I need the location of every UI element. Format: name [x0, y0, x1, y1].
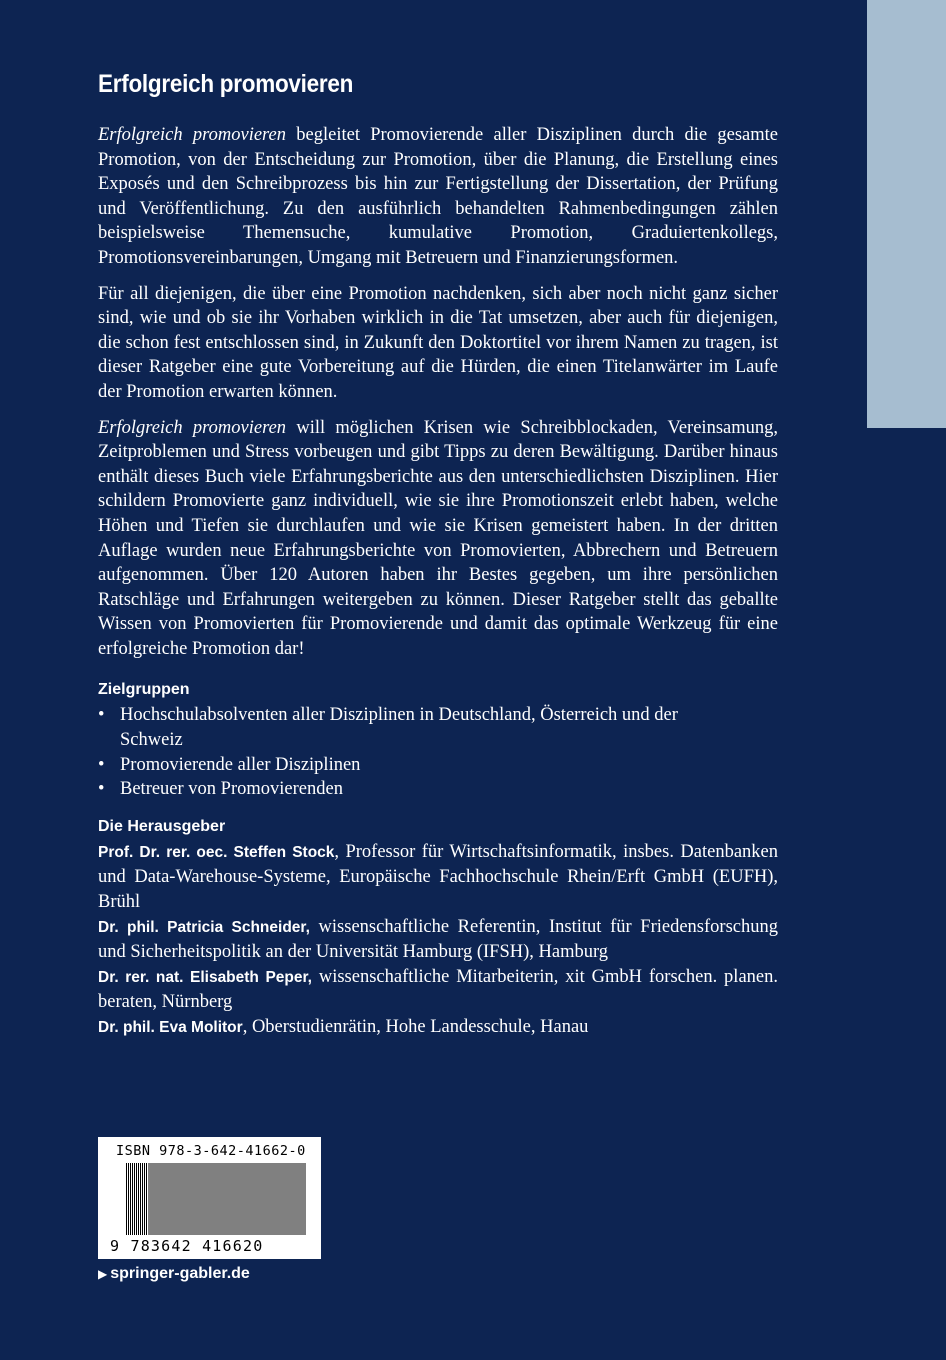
barcode-bar — [289, 1163, 290, 1235]
barcode-bar — [146, 1163, 147, 1235]
barcode-bar — [149, 1163, 150, 1235]
barcode-bar — [203, 1163, 204, 1235]
barcode-bar — [257, 1163, 258, 1235]
barcode-bar — [295, 1163, 296, 1235]
barcode-bar — [177, 1163, 178, 1235]
barcode-bar — [134, 1163, 135, 1235]
paragraph-1-text: begleitet Promovierende aller Disziplinen durch die gesamte Promotion, von der Entscheidung zur Promotion, über die Planung, die Erstellung eines Exposés und den Schreibprozess bis hin zur Fertigstellung der Dissertation, der Prüfung und Veröffentlichung. Zu den ausführlich behandelten Rahmenbedingungen zählen beispielsweise Themensuche, kumulative Promotion, Graduiertenkollegs, Promotionsvereinbarungen, Umgang mit Betreuern und Finanzierungsformen. — [98, 125, 779, 268]
barcode-bar — [261, 1163, 262, 1235]
zielgruppen-list — [98, 703, 778, 801]
barcode-bar — [151, 1163, 152, 1235]
list-item: • Betreuer von Promovierenden — [98, 777, 680, 802]
barcode-bar — [265, 1163, 266, 1235]
barcode-bar — [140, 1163, 141, 1235]
barcode-bar — [207, 1163, 208, 1235]
barcode-bar — [281, 1163, 282, 1235]
barcode-bar — [247, 1163, 248, 1235]
list-item: • Hochschulabsolventen aller Disziplinen in Deutschland, Österreich und der Schweiz — [98, 703, 680, 752]
barcode-bar — [211, 1163, 212, 1235]
editor-desc: , Professor für Wirtschaftsinformatik, insbes. Datenbanken und Data-Warehouse-Systeme, Europäische Fachhochschule Rhein/Erft GmbH (EUFH), Brühl — [98, 841, 778, 913]
paragraph-3-text: will möglichen Krisen wie Schreibblockaden, Vereinsamung, Zeitproblemen und Stress vorbeugen und gibt Tipps zu deren Bewältigung. Darüber hinaus enthält dieses Buch viele Erfahrungsberichte aus den unterschiedlichsten Disziplinen. Hier schildern Promovierte ganz individuell, wie sie ihre Promotionszeit erlebt haben, welche Höhen und Tiefen sie durchlaufen und wie sie Krisen gemeistert haben. In der dritten Auflage wurden neue Erfahrungsberichte von Promovierten, Abbrechern und Betreuern aufgenommen. Über 120 Autoren haben ihr Bestes gegeben, um ihre persönlichen Ratschläge und Erfahrungen weitergeben zu können. Dieser Ratgeber stellt das geballte Wissen von Promovierten für Promovierende und damit das optimale Werkzeug für eine erfolgreiche Promotion dar! — [98, 417, 778, 659]
barcode-bar — [201, 1163, 202, 1235]
editor-name: Dr. phil. Eva Molitor — [98, 1019, 243, 1036]
barcode-bar — [142, 1163, 143, 1235]
isbn-barcode — [98, 1137, 321, 1259]
barcode-bar — [163, 1163, 164, 1235]
barcode-bar — [303, 1163, 304, 1235]
barcode-bar — [235, 1163, 236, 1235]
barcode-bar — [259, 1163, 260, 1235]
barcode-bar — [301, 1163, 302, 1235]
book-title: Erfolgreich promovieren — [98, 70, 354, 98]
editor-name: Dr. phil. Patricia Schneider, — [98, 918, 310, 936]
barcode-bar — [273, 1163, 274, 1235]
barcode-bar — [138, 1163, 139, 1235]
barcode-bar — [189, 1163, 190, 1235]
barcode-bar — [175, 1163, 176, 1235]
barcode-bar — [283, 1163, 284, 1235]
barcode-bar — [136, 1163, 137, 1235]
barcode-bar — [249, 1163, 250, 1235]
barcode-bar — [169, 1163, 170, 1235]
side-color-strip — [867, 0, 946, 428]
isbn-label: ISBN 978-3-642-41662-0 — [116, 1143, 306, 1159]
barcode-bar — [279, 1163, 280, 1235]
barcode-bar — [193, 1163, 194, 1235]
barcode-bar — [126, 1163, 127, 1235]
barcode-bar — [199, 1163, 200, 1235]
paragraph-2-text: Für all diejenigen, die über eine Promotion nachdenken, sich aber noch nicht ganz sicher sind, wie und ob sie ihr Vorhaben wirklich in die Tat umsetzen, aber auch für diejenigen, die schon fest entschlossen sind, in Zukunft den Doktortitel vor ihrem Namen zu tragen, ist dieser Ratgeber eine gute Vorbereitung auf die Hürden, die einen Titelanwärter im Laufe der Promotion erwarten können. — [98, 283, 778, 402]
editor-desc: , Oberstudienrätin, Hohe Landesschule, Hanau — [242, 1017, 589, 1037]
editor-entry — [98, 840, 778, 915]
editor-desc: wissenschaftliche Referentin, Institut für Friedensforschung und Sicherheitspolitik an der Universität Hamburg (IFSH), Hamburg — [98, 916, 778, 963]
barcode-bars — [126, 1163, 306, 1235]
barcode-bar — [293, 1163, 294, 1235]
barcode-bar — [305, 1163, 306, 1235]
barcode-bar — [291, 1163, 292, 1235]
barcode-bar — [267, 1163, 268, 1235]
barcode-bar — [185, 1163, 186, 1235]
barcode-bar — [153, 1163, 154, 1235]
barcode-bar — [167, 1163, 168, 1235]
paragraph-2 — [98, 282, 778, 405]
barcode-bar — [130, 1163, 131, 1235]
barcode-bar — [183, 1163, 184, 1235]
editor-name: Dr. rer. nat. Elisabeth Peper, — [98, 968, 312, 986]
paragraph-1-lead: Erfolgreich promovieren — [98, 125, 287, 145]
arrow-right-icon: ▶ — [98, 1267, 108, 1281]
barcode-bar — [299, 1163, 300, 1235]
back-cover-content — [98, 70, 778, 1041]
paragraph-1 — [98, 123, 778, 271]
barcode-bar — [171, 1163, 172, 1235]
barcode-bar — [287, 1163, 288, 1235]
barcode-bar — [213, 1163, 214, 1235]
barcode-bar — [233, 1163, 234, 1235]
editor-name: Prof. Dr. rer. oec. Steffen Stock — [98, 843, 335, 861]
barcode-bar — [221, 1163, 222, 1235]
barcode-bar — [229, 1163, 230, 1235]
editor-entry — [98, 1015, 778, 1041]
barcode-bar — [187, 1163, 188, 1235]
editor-entry — [98, 915, 778, 965]
barcode-bar — [275, 1163, 276, 1235]
zielgruppen-heading: Zielgruppen — [98, 681, 190, 699]
publisher-link[interactable] — [98, 1265, 250, 1283]
barcode-bar — [223, 1163, 224, 1235]
barcode-bar — [225, 1163, 226, 1235]
barcode-bar — [165, 1163, 166, 1235]
barcode-bar — [155, 1163, 156, 1235]
barcode-bar — [132, 1163, 133, 1235]
barcode-bar — [241, 1163, 242, 1235]
barcode-bar — [269, 1163, 270, 1235]
barcode-bar — [277, 1163, 278, 1235]
list-item: • Promovierende aller Disziplinen — [98, 753, 680, 778]
barcode-bar — [271, 1163, 272, 1235]
editor-desc: wissenschaftliche Mitarbeiterin, xit GmbH forschen. planen. beraten, Nürnberg — [98, 966, 778, 1013]
ean-digits: 9 783642 416620 — [110, 1237, 264, 1255]
barcode-bar — [253, 1163, 254, 1235]
barcode-bar — [219, 1163, 220, 1235]
barcode-bar — [128, 1163, 129, 1235]
barcode-bar — [159, 1163, 160, 1235]
paragraph-3 — [98, 416, 778, 662]
barcode-bar — [297, 1163, 298, 1235]
barcode-bar — [285, 1163, 286, 1235]
barcode-bar — [237, 1163, 238, 1235]
barcode-bar — [263, 1163, 264, 1235]
barcode-bar — [217, 1163, 218, 1235]
barcode-bar — [157, 1163, 158, 1235]
barcode-bar — [255, 1163, 256, 1235]
barcode-bar — [215, 1163, 216, 1235]
barcode-bar — [231, 1163, 232, 1235]
barcode-bar — [205, 1163, 206, 1235]
barcode-bar — [245, 1163, 246, 1235]
barcode-bar — [243, 1163, 244, 1235]
editor-entry — [98, 965, 778, 1015]
barcode-bar — [227, 1163, 228, 1235]
barcode-bar — [173, 1163, 174, 1235]
barcode-bar — [144, 1163, 145, 1235]
barcode-graphic — [126, 1163, 306, 1235]
barcode-bar — [209, 1163, 210, 1235]
barcode-bar — [161, 1163, 162, 1235]
barcode-bar — [251, 1163, 252, 1235]
paragraph-3-lead: Erfolgreich promovieren — [98, 417, 287, 438]
barcode-bar — [181, 1163, 182, 1235]
herausgeber-heading: Die Herausgeber — [98, 817, 226, 835]
barcode-bar — [191, 1163, 192, 1235]
barcode-bar — [239, 1163, 240, 1235]
barcode-bar — [197, 1163, 198, 1235]
barcode-bar — [179, 1163, 180, 1235]
publisher-url: springer-gabler.de — [110, 1265, 250, 1282]
barcode-bar — [195, 1163, 196, 1235]
